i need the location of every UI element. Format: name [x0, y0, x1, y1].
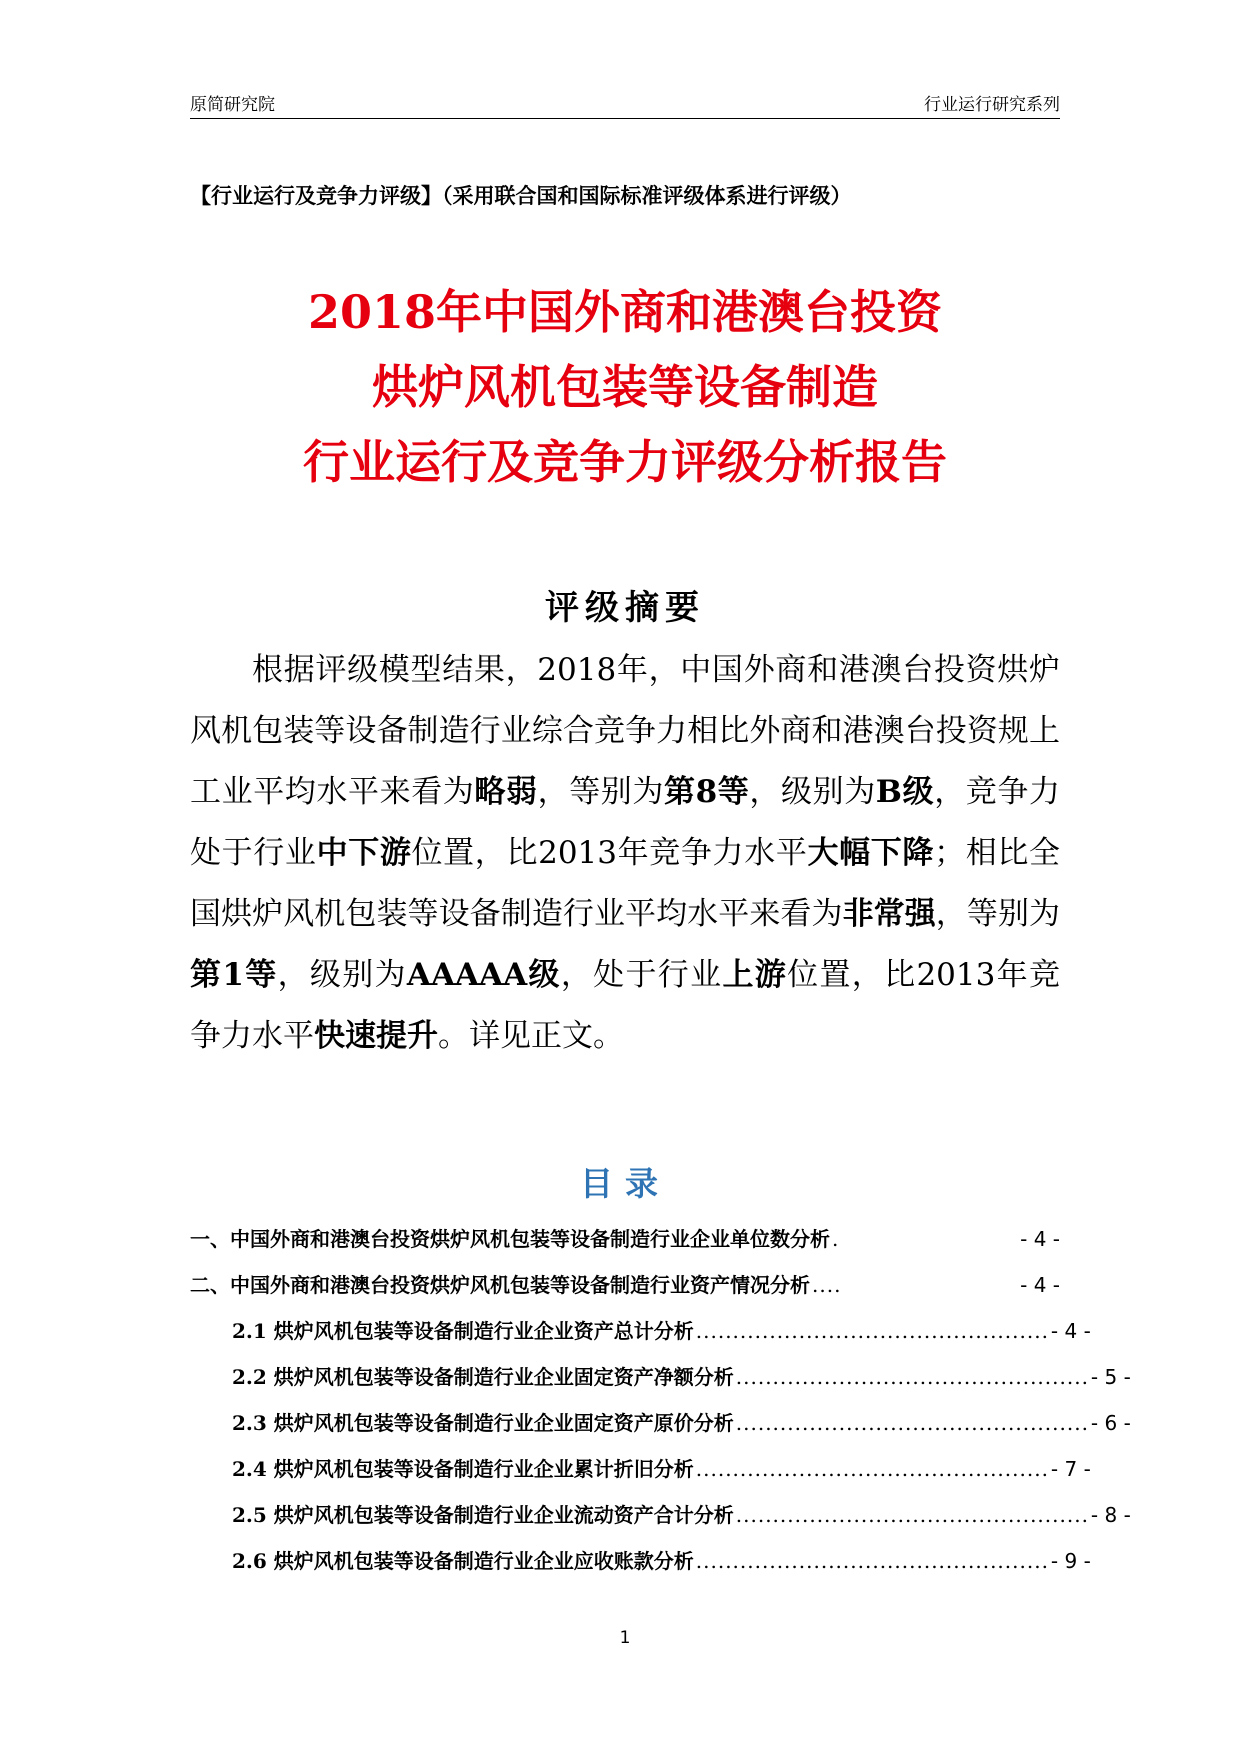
rating-tagline: 【行业运行及竞争力评级】（采用联合国和国际标准评级体系进行评级）: [190, 183, 852, 208]
toc-entry-page: - 4 -: [1020, 1227, 1060, 1251]
toc-entry-label: 2.6 烘炉风机包装等设备制造行业企业应收账款分析: [232, 1549, 694, 1573]
summary-emphasis: AAAAA级: [406, 957, 561, 993]
toc-entry-page: - 6 -: [1090, 1411, 1131, 1435]
toc-dot-leader: ................................................: [735, 1411, 1089, 1435]
toc-entry[interactable]: [190, 1545, 1091, 1591]
toc-entry-label: 2.3 烘炉风机包装等设备制造行业企业固定资产原价分析: [232, 1411, 734, 1435]
toc-entry[interactable]: [190, 1223, 1060, 1269]
summary-emphasis: 第1等: [190, 957, 278, 993]
toc-entry[interactable]: [190, 1453, 1091, 1499]
toc-entry-page: - 5 -: [1090, 1365, 1131, 1389]
toc-dot-leader: ................................................: [735, 1503, 1089, 1527]
summary-emphasis: 上游: [722, 957, 788, 993]
page-number: 1: [619, 1628, 631, 1648]
report-title: [190, 275, 1060, 500]
toc-entry-page: - 4 -: [1020, 1273, 1060, 1297]
toc-entry-label: 2.2 烘炉风机包装等设备制造行业企业固定资产净额分析: [232, 1365, 734, 1389]
header-right-series: 行业运行研究系列: [924, 95, 1060, 115]
summary-emphasis: 略弱: [474, 774, 538, 810]
table-of-contents: [190, 1223, 1131, 1591]
summary-text: ，等别为: [537, 774, 665, 810]
summary-emphasis: 非常强: [842, 896, 936, 932]
summary-emphasis: 中下游: [316, 835, 412, 871]
toc-entry-label: 2.5 烘炉风机包装等设备制造行业企业流动资产合计分析: [232, 1503, 734, 1527]
summary-emphasis: 第8等: [664, 774, 750, 810]
summary-text: ，级别为: [277, 957, 407, 993]
toc-dot-leader: .: [832, 1227, 840, 1251]
summary-emphasis: 快速提升: [314, 1018, 438, 1054]
toc-entry[interactable]: [190, 1315, 1091, 1361]
toc-entry[interactable]: [190, 1361, 1131, 1407]
toc-entry-page: - 8 -: [1090, 1503, 1131, 1527]
toc-dot-leader: ................................................: [695, 1457, 1049, 1481]
summary-text: 位置，比2013年竞争力水平: [411, 835, 808, 871]
toc-entry-label: 2.4 烘炉风机包装等设备制造行业企业累计折旧分析: [232, 1457, 694, 1481]
toc-entry[interactable]: [190, 1499, 1131, 1545]
title-line-2: 烘炉风机包装等设备制造: [372, 360, 878, 414]
summary-text: ；相比全国烘炉风机包装等设备制造行业平均水平来看为: [190, 835, 1061, 932]
title-line-1: 2018年中国外商和港澳台投资: [307, 285, 943, 339]
toc-entry-page: - 7 -: [1050, 1457, 1091, 1481]
toc-dot-leader: ................................................: [735, 1365, 1089, 1389]
toc-entry-label: 二、中国外商和港澳台投资烘炉风机包装等设备制造行业资产情况分析: [190, 1273, 810, 1297]
summary-text: ，等别为: [935, 896, 1061, 932]
title-line-3: 行业运行及竞争力评级分析报告: [303, 435, 947, 489]
summary-text: 。详见正文。: [438, 1018, 624, 1054]
summary-emphasis: 大幅下降: [807, 835, 935, 871]
toc-entry[interactable]: [190, 1269, 1060, 1315]
toc-entry-label: 一、中国外商和港澳台投资烘炉风机包装等设备制造行业企业单位数分析: [190, 1227, 830, 1251]
toc-dot-leader: ................................................: [695, 1549, 1049, 1573]
summary-heading: 评级摘要: [545, 588, 705, 628]
header-left-org: 原简研究院: [190, 95, 275, 115]
page-header: [190, 88, 1060, 119]
summary-paragraph: [190, 640, 1060, 1067]
toc-entry-page: - 9 -: [1050, 1549, 1091, 1573]
summary-emphasis: B级: [875, 774, 935, 810]
summary-text: ，级别为: [749, 774, 876, 810]
toc-entry-page: - 4 -: [1050, 1319, 1091, 1343]
toc-dot-leader: ................................................: [695, 1319, 1049, 1343]
summary-text: 根据评级模型结果，2018年，中国外商和港澳台投资烘炉风机包装等设备制造行业综合竞争力相比外商和港澳台投资规上工业平均水平来看为: [190, 652, 1060, 810]
summary-text: ，处于行业: [560, 957, 723, 993]
toc-heading: 目录: [580, 1164, 670, 1203]
summary-text: 位置，比2013年竞争力水平: [190, 957, 1061, 1054]
toc-entry-label: 2.1 烘炉风机包装等设备制造行业企业资产总计分析: [232, 1319, 694, 1343]
toc-entry[interactable]: [190, 1407, 1131, 1453]
summary-text: ，竞争力处于行业: [190, 774, 1061, 871]
toc-dot-leader: ....: [812, 1273, 842, 1297]
